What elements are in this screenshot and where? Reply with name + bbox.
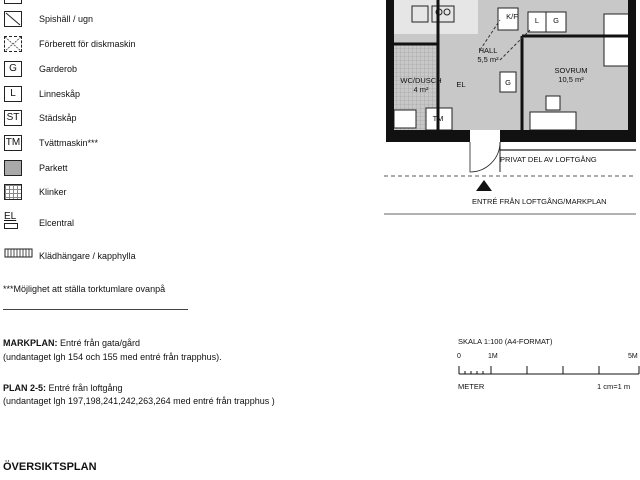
klinker-swatch	[4, 184, 22, 200]
plan-text: Entré från loftgång	[46, 383, 123, 393]
legend-label-kladhangare: Klädhängare / kapphylla	[39, 251, 136, 261]
sovrum-area: 10,5 m²	[558, 75, 584, 84]
entry-arrow-icon	[476, 180, 492, 191]
scale-five: 5M	[628, 353, 638, 360]
legend-label-garderob: Garderob	[39, 64, 78, 74]
hall-name: HALL	[478, 46, 498, 55]
elcentral-symbol	[4, 212, 22, 229]
markplan-title: MARKPLAN:	[3, 338, 58, 348]
privat-label: PRIVAT DEL AV LOFTGÅNG	[500, 155, 597, 164]
linneskap-symbol: L	[4, 86, 22, 102]
oversiktsplan-heading: ÖVERSIKTSPLAN	[3, 461, 97, 473]
scale-unit: METER	[458, 382, 485, 391]
markplan-line	[3, 338, 140, 348]
room-el: EL	[456, 80, 466, 89]
room-g: G	[553, 16, 559, 25]
stadskap-symbol: ST	[4, 110, 22, 126]
room-wc	[396, 76, 446, 94]
entry-door-swing	[470, 142, 500, 172]
scale-bar	[458, 362, 640, 376]
room-kf: K/F	[506, 12, 518, 21]
room-sovrum	[546, 66, 596, 84]
legend-label-elcentral: Elcentral	[39, 218, 75, 228]
markplan-text: Entré från gata/gård	[57, 338, 141, 348]
garderob-symbol: G	[4, 61, 22, 77]
bed-icon	[530, 112, 576, 130]
markplan-sub: (undantaget lgh 154 och 155 med entré från trapphus).	[3, 352, 222, 362]
stove-symbol	[4, 11, 22, 27]
legend-label-parkett: Parkett	[39, 163, 68, 173]
room-g2: G	[505, 78, 511, 87]
sovrum-wardrobe	[604, 14, 630, 66]
room-tm: TM	[432, 114, 444, 123]
scale-one: 1M	[488, 353, 498, 360]
scale-zero: 0	[457, 353, 461, 360]
room-hall	[468, 46, 508, 64]
legend-label-spishall: Spishäll / ugn	[39, 14, 94, 24]
elcentral-text: EL	[4, 211, 17, 222]
legend-label-stadskap: Städskåp	[39, 113, 77, 123]
legend-label-diskmaskin: Förberett för diskmaskin	[39, 39, 136, 49]
footnote: ***Möjlighet att ställa torktumlare ovanpå	[3, 284, 166, 294]
dishwasher-icon	[5, 37, 21, 51]
dishwasher-symbol	[4, 36, 22, 52]
footnote-divider	[3, 309, 188, 310]
sovrum-name: SOVRUM	[554, 66, 588, 75]
outer-wall-bottom-left	[386, 130, 470, 142]
floor-plan	[380, 0, 640, 222]
outer-wall-left	[386, 0, 394, 142]
legend-label-klinker: Klinker	[39, 187, 67, 197]
scale-ratio: 1 cm=1 m	[597, 382, 631, 391]
wc-area: 4 m²	[413, 85, 429, 94]
plan-title: PLAN 2-5:	[3, 383, 47, 393]
legend-top-partial	[4, 0, 22, 4]
outer-wall-right	[628, 0, 636, 142]
room-l: L	[534, 16, 540, 25]
clothes-hanger-icon	[4, 246, 34, 260]
plan-sub: (undantaget lgh 197,198,241,242,263,264 med entré från trapphus )	[3, 396, 275, 406]
plan-line	[3, 383, 123, 393]
kitchen-area	[392, 0, 478, 34]
hall-area: 5,5 m²	[477, 55, 499, 64]
stove-icon	[5, 12, 21, 26]
entre-label: ENTRÉ FRÅN LOFTGÅNG/MARKPLAN	[472, 197, 607, 206]
outer-wall-bottom-right	[500, 130, 636, 142]
tvattmaskin-symbol: TM	[4, 135, 22, 151]
legend-label-tvattmaskin: Tvättmaskin***	[39, 138, 99, 148]
elcentral-box	[4, 223, 18, 229]
legend-label-linneskap: Linneskåp	[39, 89, 81, 99]
parkett-swatch	[4, 160, 22, 176]
wc-name: WC/DUSCH	[400, 76, 442, 85]
toilet-icon	[394, 110, 416, 128]
scale-title: SKALA 1:100 (A4-FORMAT)	[458, 337, 553, 346]
